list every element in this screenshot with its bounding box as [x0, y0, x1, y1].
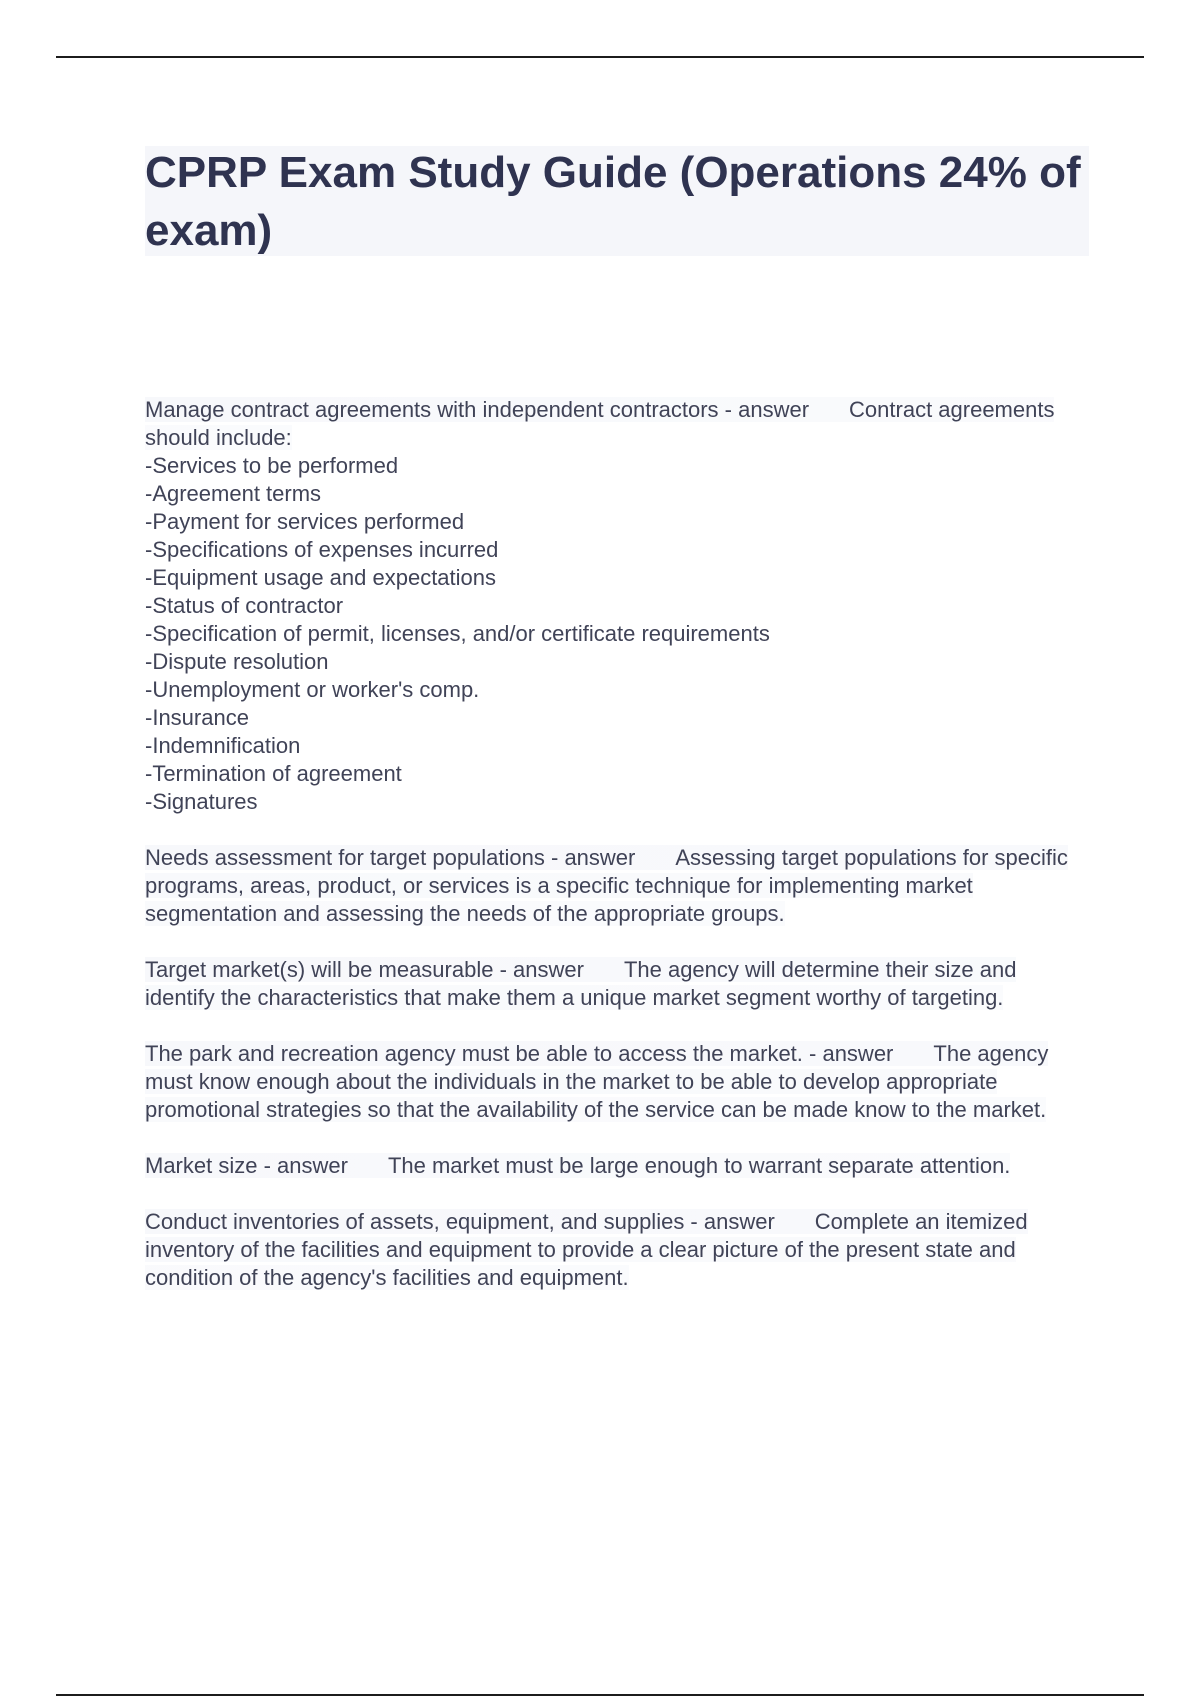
list-item: -Payment for services performed [145, 509, 465, 534]
study-guide-content [145, 396, 1075, 1320]
entry-question: Manage contract agreements with independent contractors - answer [145, 397, 810, 422]
entry-question: Market size - answer [145, 1153, 348, 1178]
page-title: CPRP Exam Study Guide (Operations 24% of exam) [145, 148, 1081, 255]
qa-entry-measurable-market [145, 956, 1075, 1012]
qa-entry-needs-assessment [145, 844, 1075, 928]
qa-entry-market-access [145, 1040, 1075, 1124]
list-item: -Indemnification [145, 733, 301, 758]
entry-answer: The agency will determine their size and identify the characteristics that make them a unique market segment worthy of targeting. [145, 957, 1017, 1010]
list-item: -Dispute resolution [145, 649, 329, 674]
qa-entry-inventories [145, 1208, 1075, 1292]
list-item: -Agreement terms [145, 481, 322, 506]
list-item: -Services to be performed [145, 453, 399, 478]
list-item: -Status of contractor [145, 593, 344, 618]
list-item: -Specification of permit, licenses, and/or certificate requirements [145, 621, 770, 646]
entry-answer: Complete an itemized inventory of the facilities and equipment to provide a clear picture of the present state and condition of the agency's facilities and equipment. [145, 1209, 1028, 1290]
entry-answer: Contract agreements should include: [145, 397, 1055, 450]
qa-entry-market-size [145, 1152, 1075, 1180]
entry-answer: The market must be large enough to warrant separate attention. [387, 1153, 1011, 1178]
entry-question: The park and recreation agency must be able to access the market. - answer [145, 1041, 894, 1066]
list-item: -Termination of agreement [145, 761, 402, 786]
list-item: -Equipment usage and expectations [145, 565, 497, 590]
header-rule [56, 56, 1144, 58]
footer-rule [56, 1694, 1144, 1696]
list-item: -Signatures [145, 789, 258, 814]
list-item: -Unemployment or worker's comp. [145, 677, 480, 702]
contract-items-list [145, 452, 1075, 816]
list-item: -Specifications of expenses incurred [145, 537, 499, 562]
entry-question: Target market(s) will be measurable - answer [145, 957, 584, 982]
entry-answer: Assessing target populations for specific programs, areas, product, or services is a specific technique for implementing market segmentation and assessing the needs of the appropriate groups. [145, 845, 1068, 926]
entry-question: Needs assessment for target populations - answer [145, 845, 636, 870]
entry-answer: The agency must know enough about the individuals in the market to be able to develop appropriate promotional strategies so that the availability of the service can be made know to the market. [145, 1041, 1049, 1122]
entry-question: Conduct inventories of assets, equipment, and supplies - answer [145, 1209, 775, 1234]
list-item: -Insurance [145, 705, 249, 730]
qa-entry-contracts [145, 396, 1075, 816]
